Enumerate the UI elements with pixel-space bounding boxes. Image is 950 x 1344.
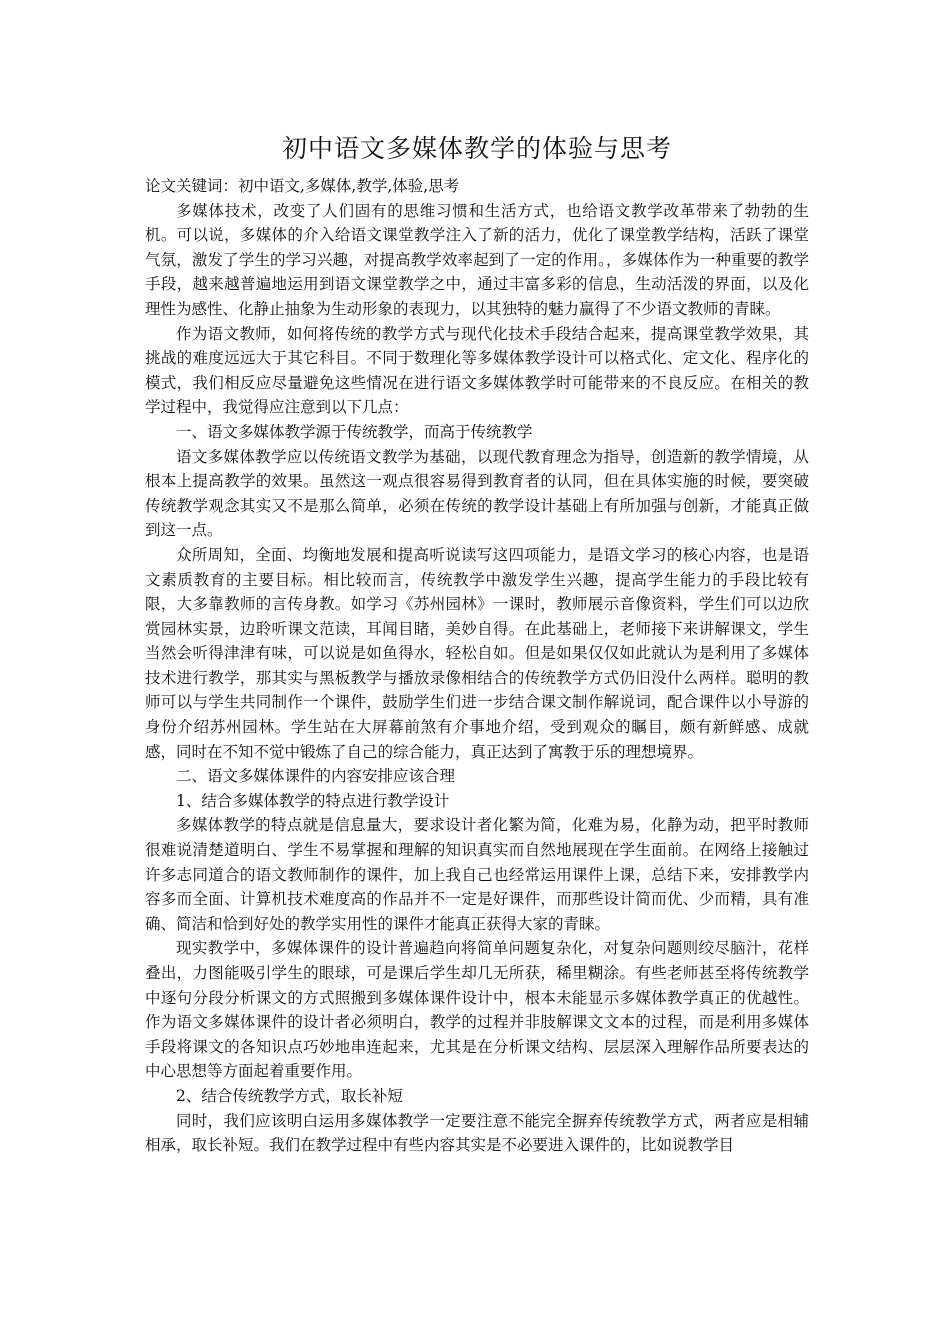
paragraph: 现实教学中，多媒体课件的设计普遍趋向将简单问题复杂化，对复杂问题则绞尽脑汁，花样叠出，力图能吸引学生的眼球，可是课后学生却几无所获，稀里糊涂。有些老师甚至将传统教学中逐句分段分析课文的方式照搬到多媒体课件设计中，根本未能显示多媒体教学真正的优越性。作为语文多媒体课件的设计者必须明白，教学的过程并非肢解课文文本的过程，而是利用多媒体手段将课文的各知识点巧妙地串连起来，尤其是在分析课文结构、层层深入理解作品所要表达的中心思想等方面起着重要作用。 — [145, 939, 809, 1081]
subsection-heading: 2、结合传统教学方式，取长补短 — [176, 1086, 403, 1105]
document-body — [145, 199, 809, 1158]
paragraph: 同时，我们应该明白运用多媒体教学一定要注意不能完全摒弃传统教学方式，两者应是相辅相承，取长补短。我们在教学过程中有些内容其实是不必要进入课件的，比如说教学目 — [145, 1111, 809, 1155]
paragraph: 多媒体技术，改变了人们固有的思维习惯和生活方式，也给语文教学改革带来了勃勃的生机。可以说，多媒体的介入给语文课堂教学注入了新的活力，优化了课堂教学结构，活跃了课堂气氛，激发了学生的学习兴趣，对提高教学效率起到了一定的作用。，多媒体作为一种重要的教学手段，越来越普遍地运用到语文课堂教学之中，通过丰富多彩的信息，生动活泼的界面，以及化理性为感性、化静止抽象为生动形象的表现力，以其独特的魅力赢得了不少语文教师的青睐。 — [145, 201, 809, 318]
paragraph: 众所周知，全面、均衡地发展和提高听说读写这四项能力，是语文学习的核心内容，也是语文素质教育的主要目标。相比较而言，传统教学中激发学生兴趣，提高学生能力的手段比较有限，大多靠教师的言传身教。如学习《苏州园林》一课时，教师展示音像资料，学生们可以边欣赏园林实景，边聆听课文范读，耳闻目睹，美妙自得。在此基础上，老师接下来讲解课文，学生当然会听得津津有味，可以说是如鱼得水，轻松自如。但是如果仅仅如此就认为是利用了多媒体技术进行教学，那其实与黑板教学与播放录像相结合的传统教学方式仍旧没什么两样。聪明的教师可以与学生共同制作一个课件，鼓励学生们进一步结合课文制作解说词，配合课件以小导游的身份介绍苏州园林。学生站在大屏幕前煞有介事地介绍，受到观众的瞩目，颇有新鲜感、成就感，同时在不知不觉中锻炼了自己的综合能力，真正达到了寓教于乐的理想境界。 — [145, 545, 809, 761]
paragraph: 作为语文教师，如何将传统的教学方式与现代化技术手段结合起来，提高课堂教学效果，其挑战的难度远远大于其它科目。不同于数理化等多媒体教学设计可以格式化、定文化、程序化的模式，我们相反应尽量避免这些情况在进行语文多媒体教学时可能带来的不良反应。在相关的教学过程中，我觉得应注意到以下几点： — [145, 324, 809, 417]
subsection-heading: 1、结合多媒体教学的特点进行教学设计 — [176, 791, 450, 810]
keywords-line: 论文关键词：初中语文,多媒体,教学,体验,思考 — [145, 177, 460, 195]
document-page — [145, 132, 809, 1158]
paragraph: 多媒体教学的特点就是信息量大，要求设计者化繁为简，化难为易，化静为动，把平时教师很难说清楚道明白、学生不易掌握和理解的知识真实而自然地展现在学生面前。在网络上接触过许多志同道合的语文教师制作的课件，加上我自己也经常运用课件上课，总结下来，安排教学内容多而全面、计算机技术难度高的作品并不一定是好课件，而那些设计简而优、少而精，具有准确、简洁和恰到好处的教学实用性的课件才能真正获得大家的青睐。 — [145, 816, 809, 933]
paragraph: 语文多媒体教学应以传统语文教学为基础，以现代教育理念为指导，创造新的教学情境，从根本上提高教学的效果。虽然这一观点很容易得到教育者的认同，但在具体实施的时候，要突破传统教学观念其实又不是那么简单，必须在传统的教学设计基础上有所加强与创新，才能真正做到这一点。 — [145, 447, 809, 540]
section-heading: 一、语文多媒体教学源于传统教学，而高于传统教学 — [176, 422, 533, 441]
section-heading: 二、语文多媒体课件的内容安排应该合理 — [176, 767, 456, 786]
document-title: 初中语文多媒体教学的体验与思考 — [281, 134, 672, 163]
